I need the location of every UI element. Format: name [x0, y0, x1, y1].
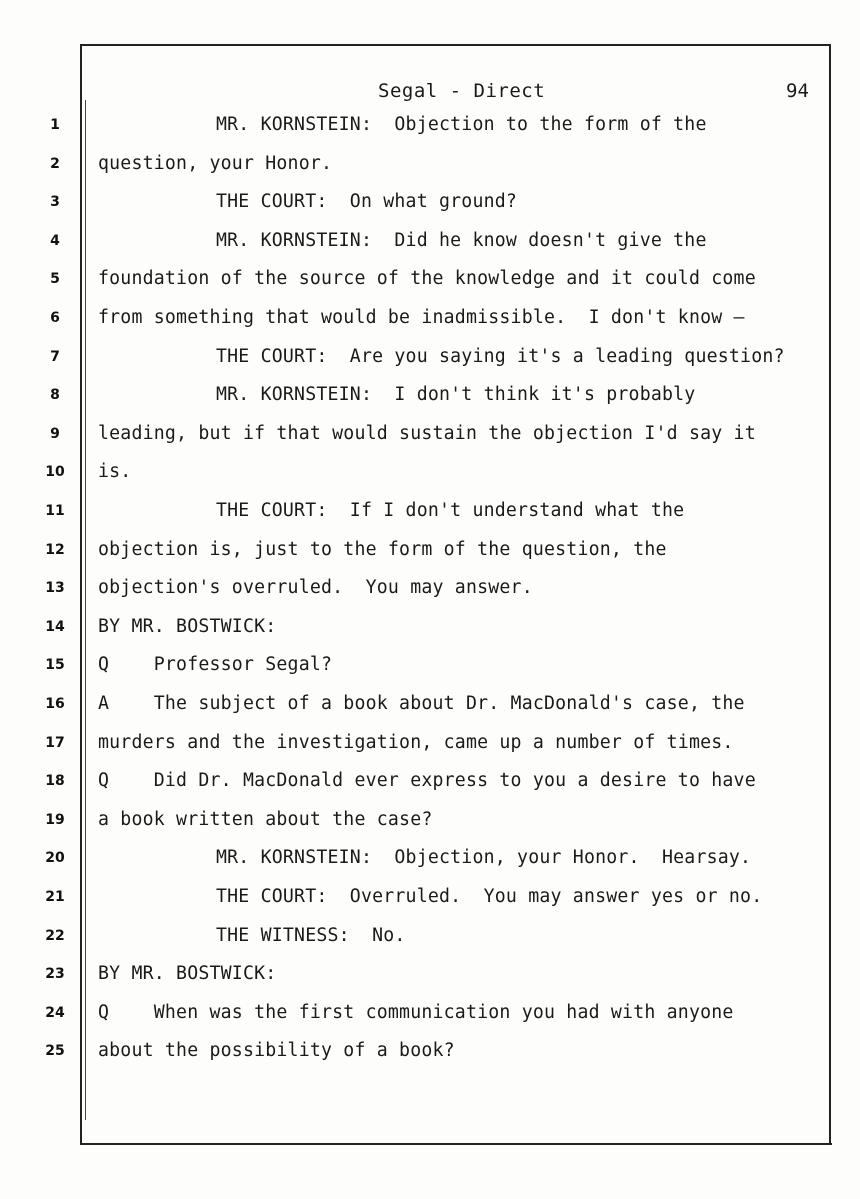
line-number: 21: [45, 889, 65, 905]
line-number: 22: [45, 928, 65, 944]
transcript-line: MR. KORNSTEIN: I don't think it's probably: [216, 384, 696, 405]
page-border-bottom: [80, 1143, 832, 1145]
line-number: 11: [45, 503, 65, 519]
transcript-line: MR. KORNSTEIN: Objection, your Honor. Hearsay.: [216, 847, 752, 868]
line-number: 16: [45, 696, 65, 712]
line-number: 25: [45, 1043, 65, 1059]
line-number: 14: [45, 619, 65, 635]
transcript-line: from something that would be inadmissible. I don't know —: [98, 307, 745, 328]
margin-rule: [85, 100, 86, 1120]
transcript-line: murders and the investigation, came up a number of times.: [98, 732, 734, 753]
line-number: 8: [50, 387, 60, 403]
transcript-line: objection is, just to the form of the question, the: [98, 539, 667, 560]
transcript-line: leading, but if that would sustain the objection I'd say it: [98, 423, 756, 444]
line-number: 4: [50, 233, 60, 249]
line-number: 13: [45, 580, 65, 596]
transcript-line: THE COURT: If I don't understand what the: [216, 500, 685, 521]
line-number: 19: [45, 812, 65, 828]
line-number: 1: [50, 117, 60, 133]
transcript-line: is.: [98, 461, 132, 482]
page-border-right: [829, 44, 831, 1144]
transcript-line: Q Did Dr. MacDonald ever express to you a desire to have: [98, 770, 756, 791]
page-border-top: [80, 44, 830, 46]
line-number: 3: [50, 194, 60, 210]
transcript-line: A The subject of a book about Dr. MacDonald's case, the: [98, 693, 745, 714]
line-number: 2: [50, 156, 60, 172]
transcript-line: question, your Honor.: [98, 153, 333, 174]
transcript-line: objection's overruled. You may answer.: [98, 577, 533, 598]
line-number: 23: [45, 966, 65, 982]
transcript-line: foundation of the source of the knowledge and it could come: [98, 268, 756, 289]
line-number: 10: [45, 464, 65, 480]
header-title: Segal - Direct: [378, 80, 546, 102]
page-header: [0, 80, 860, 110]
transcript-line: THE WITNESS: No.: [216, 925, 406, 946]
transcript-line: Q When was the first communication you had with anyone: [98, 1002, 734, 1023]
line-number: 15: [45, 657, 65, 673]
line-number: 17: [45, 735, 65, 751]
transcript-line: MR. KORNSTEIN: Did he know doesn't give the: [216, 230, 707, 251]
line-number: 7: [50, 349, 60, 365]
transcript-line: THE COURT: Overruled. You may answer yes or no.: [216, 886, 763, 907]
line-number: 18: [45, 773, 65, 789]
line-number: 5: [50, 271, 60, 287]
line-number: 20: [45, 850, 65, 866]
transcript-line: a book written about the case?: [98, 809, 433, 830]
page-border-left: [80, 44, 82, 1144]
line-number: 6: [50, 310, 60, 326]
transcript-line: Q Professor Segal?: [98, 654, 333, 675]
transcript-line: BY MR. BOSTWICK:: [98, 963, 277, 984]
page-number: 94: [786, 80, 809, 102]
transcript-line: THE COURT: Are you saying it's a leading question?: [216, 346, 785, 367]
line-number: 12: [45, 542, 65, 558]
transcript-line: THE COURT: On what ground?: [216, 191, 518, 212]
line-number: 9: [50, 426, 60, 442]
transcript-line: about the possibility of a book?: [98, 1040, 455, 1061]
transcript-line: BY MR. BOSTWICK:: [98, 616, 277, 637]
transcript-line: MR. KORNSTEIN: Objection to the form of the: [216, 114, 707, 135]
line-number: 24: [45, 1005, 65, 1021]
